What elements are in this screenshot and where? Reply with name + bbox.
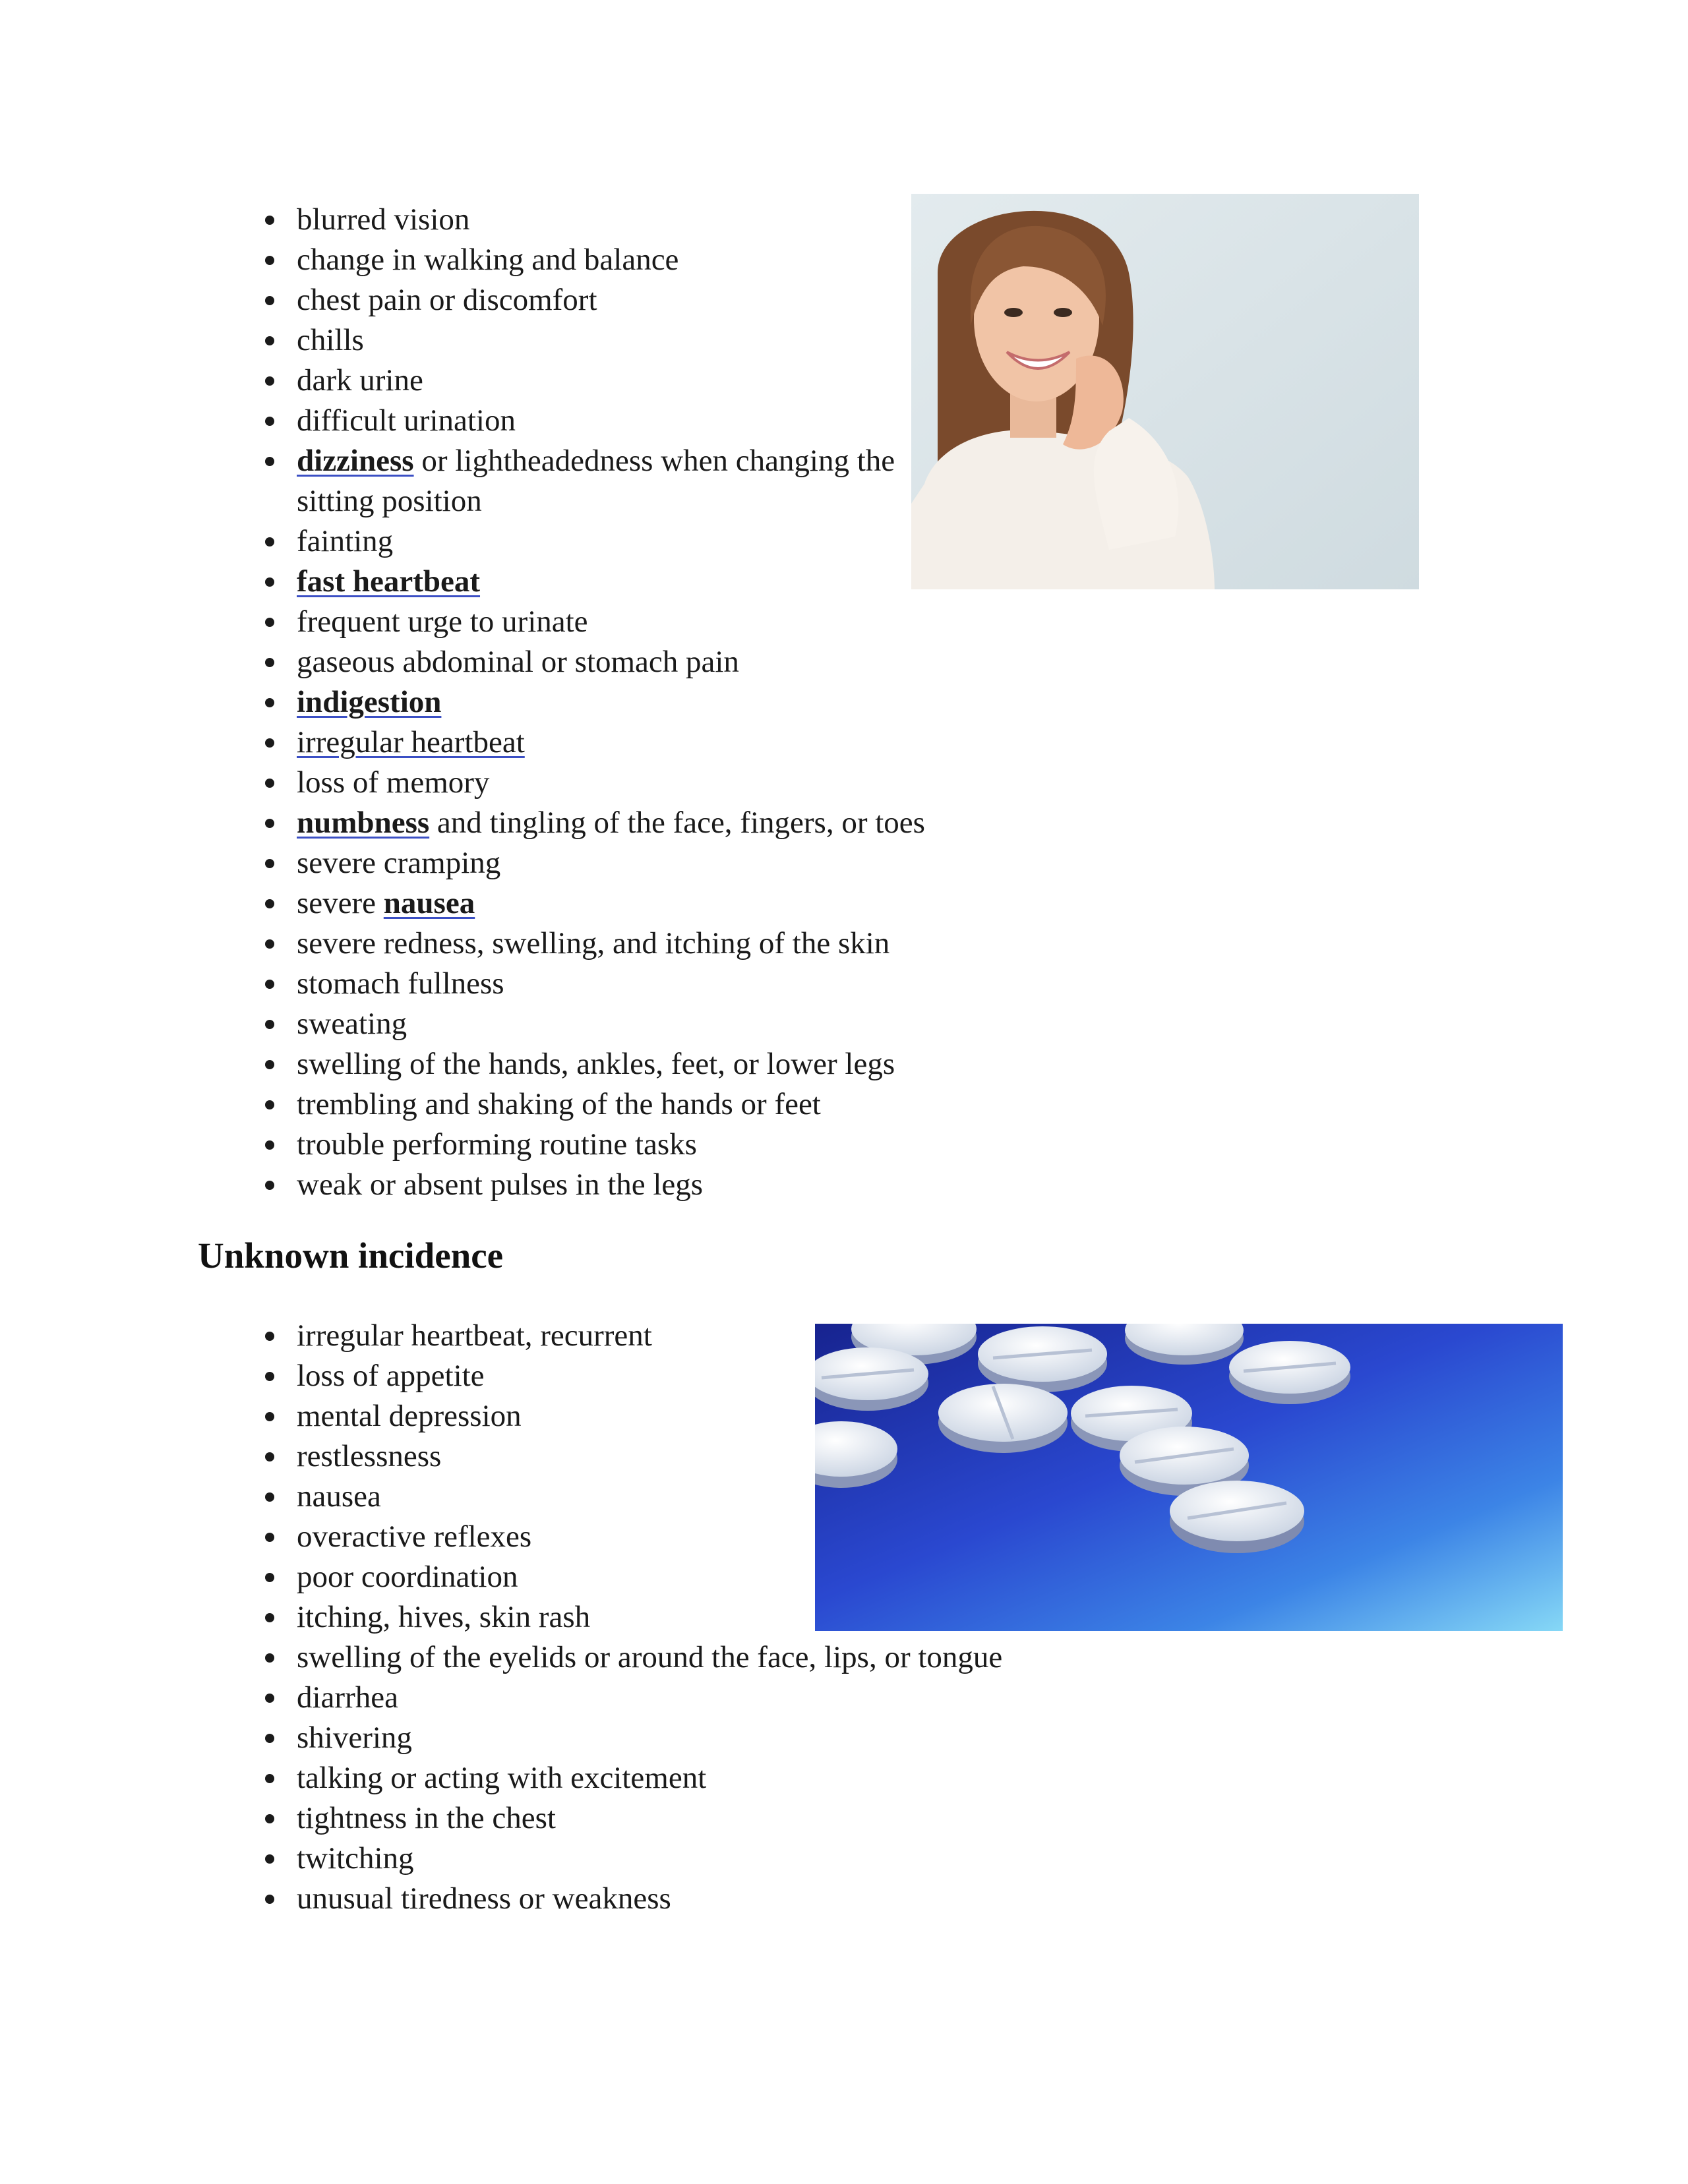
list-item [198,763,930,803]
list-item [198,200,930,240]
list-item-text: loss of appetite [297,1359,485,1393]
list-item-text: twitching [297,1841,414,1875]
list-item-text: chills [297,323,364,357]
list-item-text: diarrhea [297,1680,398,1715]
list-item-text: fainting [297,524,394,558]
list-item [198,1839,1002,1879]
list-item-text: trembling and shaking of the hands or feet [297,1087,821,1121]
list-item-text: difficult urination [297,403,516,438]
indigestion-link[interactable]: indigestion [297,685,442,719]
list-item [198,1044,930,1084]
list-item-text: severe [297,886,384,920]
list-item [198,1678,1002,1718]
list-item [198,361,930,401]
list-item [198,1718,1002,1758]
list-item [198,441,930,521]
list-item [198,642,930,682]
list-item [198,240,930,280]
list-item [198,1758,1002,1798]
list-item-text: loss of memory [297,765,490,800]
list-item [198,1004,930,1044]
list-item [198,1125,930,1165]
numbness-link[interactable]: numbness [297,806,430,840]
list-item-text: stomach fullness [297,966,504,1001]
white-pills-illustration [815,1324,1563,1631]
list-item [198,562,930,602]
list-item-text: sweating [297,1007,407,1041]
nausea-link[interactable]: nausea [383,886,475,920]
list-item [198,1879,1002,1919]
list-item-text: poor coordination [297,1560,518,1594]
list-item [198,320,930,361]
list-item [198,803,930,843]
list-item [198,1165,930,1205]
list-item [198,682,930,723]
list-item [198,883,930,924]
section-heading-unknown-incidence: Unknown incidence [198,1235,504,1276]
list-item [198,401,930,441]
list-item [198,1638,1002,1678]
list-item-text: trouble performing routine tasks [297,1127,697,1162]
list-item-text: tightness in the chest [297,1801,556,1835]
list-item-text: change in walking and balance [297,243,679,277]
list-item-text: frequent urge to urinate [297,605,588,639]
list-item-text: severe redness, swelling, and itching of the skin [297,926,890,960]
list-item-text: severe cramping [297,846,501,880]
list-item-text: irregular heartbeat, recurrent [297,1318,652,1353]
list-item-text: nausea [297,1479,381,1514]
list-item-text: swelling of the hands, ankles, feet, or lower legs [297,1047,895,1081]
list-item [198,964,930,1004]
smiling-woman-photo [911,194,1419,589]
smiling-woman-illustration [911,194,1419,589]
list-item-text: chest pain or discomfort [297,283,597,317]
list-item-text: shivering [297,1721,412,1755]
list-item-text: itching, hives, skin rash [297,1600,591,1634]
list-item-text: swelling of the eyelids or around the face, lips, or tongue [297,1640,1003,1674]
list-item [198,843,930,883]
list-item [198,1798,1002,1839]
list-item-text: mental depression [297,1399,522,1433]
list-item [198,924,930,964]
list-item-text: talking or acting with excitement [297,1761,707,1795]
list-item-text: blurred vision [297,202,470,237]
list-item [198,280,930,320]
fast-heartbeat-link[interactable]: fast heartbeat [297,564,481,599]
side-effects-list [198,200,930,1205]
list-item [198,723,930,763]
list-item-text: weak or absent pulses in the legs [297,1167,704,1202]
list-item-text: overactive reflexes [297,1520,532,1554]
pills-photo [815,1324,1563,1631]
list-item [198,1084,930,1125]
list-item-text: dark urine [297,363,423,398]
list-item-text: restlessness [297,1439,442,1473]
list-item-text: unusual tiredness or weakness [297,1881,671,1916]
list-item-text: and tingling of the face, fingers, or toes [429,806,925,840]
list-item [198,521,930,562]
list-item-text: or lightheadedness when changing the sitting position [297,444,895,518]
dizziness-link[interactable]: dizziness [297,444,414,478]
irregular-heartbeat-link[interactable]: irregular heartbeat [297,725,525,759]
list-item [198,602,930,642]
list-item-text: gaseous abdominal or stomach pain [297,645,739,679]
